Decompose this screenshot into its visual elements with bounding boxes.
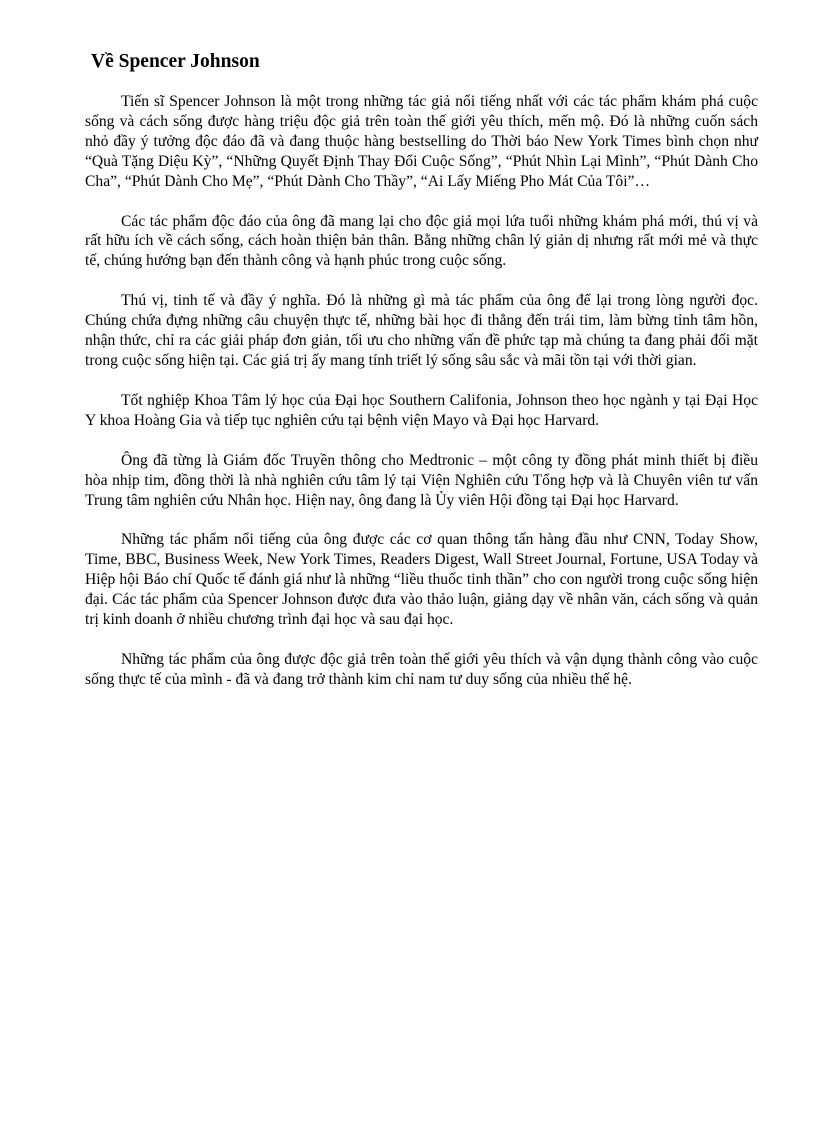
paragraph-3: Thú vị, tinh tế và đầy ý nghĩa. Đó là những gì mà tác phẩm của ông để lại trong lòng người đọc. Chúng chứa đựng những câu chuyện thực tế, những bài học đi thẳng đến trái tim, làm bừng tỉnh tâm hồn, nhận thức, chỉ ra các giải pháp đơn giản, tối ưu cho những vấn đề phức tạp mà chúng ta đang phải đối mặt trong cuộc sống hiện tại. Các giá trị ấy mang tính triết lý sống sâu sắc và mãi tồn tại với thời gian. xyxy=(85,292,758,369)
document-page xyxy=(85,50,758,710)
paragraph-6: Những tác phẩm nổi tiếng của ông được các cơ quan thông tấn hàng đầu như CNN, Today Show, Time, BBC, Business Week, New York Times, Readers Digest, Wall Street Journal, Fortune, USA Today và Hiệp hội Báo chí Quốc tế đánh giá như là những “liều thuốc tinh thần” cho con người trong cuộc sống hiện đại. Các tác phẩm của Spencer Johnson được đưa vào thảo luận, giảng dạy về nhân văn, cách sống và quản trị kinh doanh ở nhiều chương trình đại học và sau đại học. xyxy=(85,531,758,629)
page-title: Về Spencer Johnson xyxy=(91,51,260,72)
paragraph-7: Những tác phẩm của ông được độc giả trên toàn thế giới yêu thích và vận dụng thành công vào cuộc sống thực tế của mình - đã và đang trở thành kim chỉ nam tư duy sống của nhiều thế hệ. xyxy=(85,650,758,688)
paragraph-5: Ông đã từng là Giám đốc Truyền thông cho Medtronic – một công ty đồng phát minh thiết bị điều hòa nhịp tim, đồng thời là nhà nghiên cứu tâm lý tại Viện Nghiên cứu Tổng hợp và là Chuyên viên tư vấn Trung tâm nghiên cứu Nhân học. Hiện nay, ông đang là Ủy viên Hội đồng tại Đại học Harvard. xyxy=(85,451,758,509)
paragraph-4: Tốt nghiệp Khoa Tâm lý học của Đại học Southern Califonia, Johnson theo học ngành y tại Đại Học Y khoa Hoàng Gia và tiếp tục nghiên cứu tại bệnh viện Mayo và Đại học Harvard. xyxy=(85,391,758,429)
paragraph-1: Tiến sĩ Spencer Johnson là một trong những tác giả nổi tiếng nhất với các tác phẩm khám phá cuộc sống và cách sống được hàng triệu độc giả trên toàn thế giới yêu thích, mến mộ. Đó là những cuốn sách nhỏ đầy ý tưởng độc đáo đã và đang thuộc hàng bestselling do Thời báo New York Times bình chọn như “Quà Tặng Diệu Kỳ”, “Những Quyết Định Thay Đổi Cuộc Sống”, “Phút Nhìn Lại Mình”, “Phút Dành Cho Cha”, “Phút Dành Cho Mẹ”, “Phút Dành Cho Thầy”, “Ai Lấy Miếng Pho Mát Của Tôi”… xyxy=(85,93,758,190)
paragraph-2: Các tác phẩm độc đáo của ông đã mang lại cho độc giả mọi lứa tuổi những khám phá mới, thú vị và rất hữu ích về cách sống, cách hoàn thiện bản thân. Bằng những chân lý giản dị nhưng rất mới mẻ và thực tế, chúng hướng bạn đến thành công và hạnh phúc trong cuộc sống. xyxy=(85,212,758,270)
